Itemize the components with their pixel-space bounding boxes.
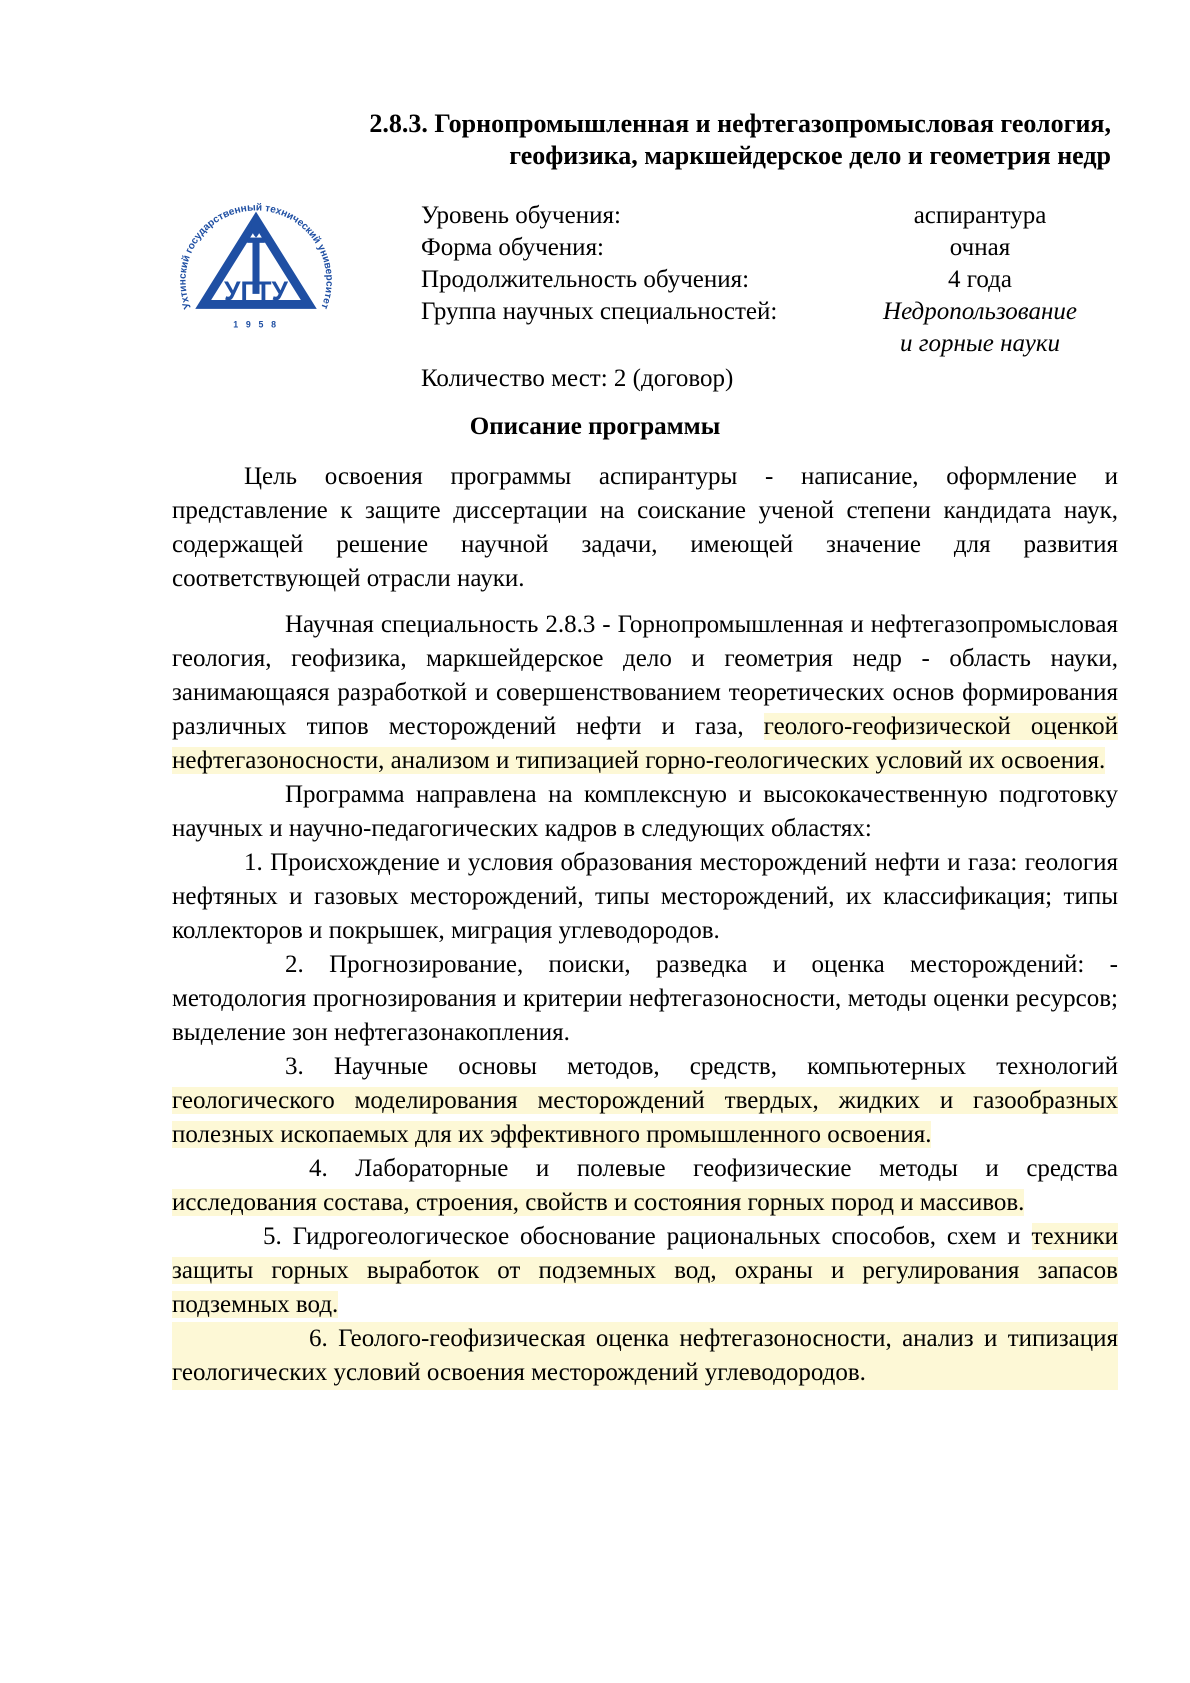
info-label: Уровень обучения:: [421, 202, 621, 229]
places-count: Количество мест: 2 (договор): [421, 365, 734, 392]
info-row-form: [421, 232, 1121, 264]
info-value: аспирантура: [913, 202, 1047, 229]
logo-arc-text: Ухтинский государственный технический университет: [177, 202, 335, 311]
paragraph-program: Программа направлена на комплексную и высококачественную подготовку научных и научно-педагогических кадров в следующих областях:: [172, 781, 1118, 842]
paragraph-goal: Цель освоения программы аспирантуры - написание, оформление и представление к защите диссертации на соискание ученой степени кандидата наук, содержащей решение научной задачи, имеющей значение для развития соответствующей отрасли науки.: [172, 463, 1118, 592]
paragraph-text: 3. Научные основы методов, средств, компьютерных технологий: [285, 1053, 1118, 1080]
paragraph-text: 4. Лабораторные и полевые геофизические методы и средства: [309, 1155, 1118, 1182]
info-value: и горные науки: [899, 330, 1061, 357]
section-title: Описание программы: [469, 413, 721, 440]
info-value: 4 года: [948, 266, 1012, 293]
highlighted-text: геолого-геофизической оценкой нефтегазоносности, анализом и типизацией горно-геологических условий их освоения.: [172, 713, 1118, 774]
info-row-group-cont: [421, 328, 1121, 360]
description-body: [172, 460, 1118, 1390]
list-item-5: [172, 1220, 1118, 1322]
list-item-4: [172, 1152, 1118, 1220]
paragraph-text: 5. Гидрогеологическое обоснование рациональных способов, схем и: [263, 1223, 1032, 1250]
paragraph-text: Научная специальность 2.8.3 - Горнопромышленная и нефтегазопромысловая геология, геофизика, маркшейдерское дело и геометрия недр - область науки, занимающаяся разработкой и совершенствованием теоретических основ формирования различных типов месторождений нефти и газа,: [172, 611, 1118, 740]
title-line-2: геофизика, маркшейдерское дело и геометрия недр: [509, 141, 1111, 170]
info-value: очная: [949, 234, 1011, 261]
list-item-1: 1. Происхождение и условия образования месторождений нефти и газа: геология нефтяных и газовых месторождений, типы месторождений, их классификация; типы коллекторов и покрышек, миграция углеводородов.: [172, 849, 1118, 944]
specialty-title: [369, 108, 1111, 172]
highlighted-text: исследования состава, строения, свойств и состояния горных пород и массивов.: [172, 1189, 1025, 1216]
highlighted-text: техники защиты горных выработок от подземных вод, охраны и регулирования запасов подземных вод.: [172, 1223, 1118, 1318]
university-logo: [168, 183, 344, 359]
list-item-3: [172, 1050, 1118, 1152]
title-line-1: 2.8.3. Горнопромышленная и нефтегазопромысловая геология,: [369, 109, 1111, 138]
list-item-6: 6. Геолого-геофизическая оценка нефтегазоносности, анализ и типизация геологических условий освоения месторождений углеводородов.: [172, 1322, 1118, 1390]
logo-year: 1 9 5 8: [233, 319, 279, 330]
info-row-level: [421, 200, 1121, 232]
torch-flame-icon: [251, 213, 260, 238]
info-row-duration: [421, 264, 1121, 296]
info-label: Форма обучения:: [421, 234, 605, 261]
paragraph-specialty: [172, 608, 1118, 778]
info-row-group: [421, 296, 1121, 328]
highlighted-text: геологического моделирования месторождений твердых, жидких и газообразных полезных ископаемых для их эффективного промышленного освоения.: [172, 1087, 1118, 1148]
info-label: Продолжительность обучения:: [421, 266, 750, 293]
list-item-2: 2. Прогнозирование, поиски, разведка и оценка месторождений: - методология прогнозирования и критерии нефтегазоносности, методы оценки ресурсов; выделение зон нефтегазонакопления.: [172, 951, 1118, 1046]
logo-abbr: УГТУ: [224, 276, 288, 307]
program-info: [421, 200, 1121, 360]
info-label: Группа научных специальностей:: [421, 298, 778, 325]
info-value: Недропользование: [883, 298, 1077, 325]
